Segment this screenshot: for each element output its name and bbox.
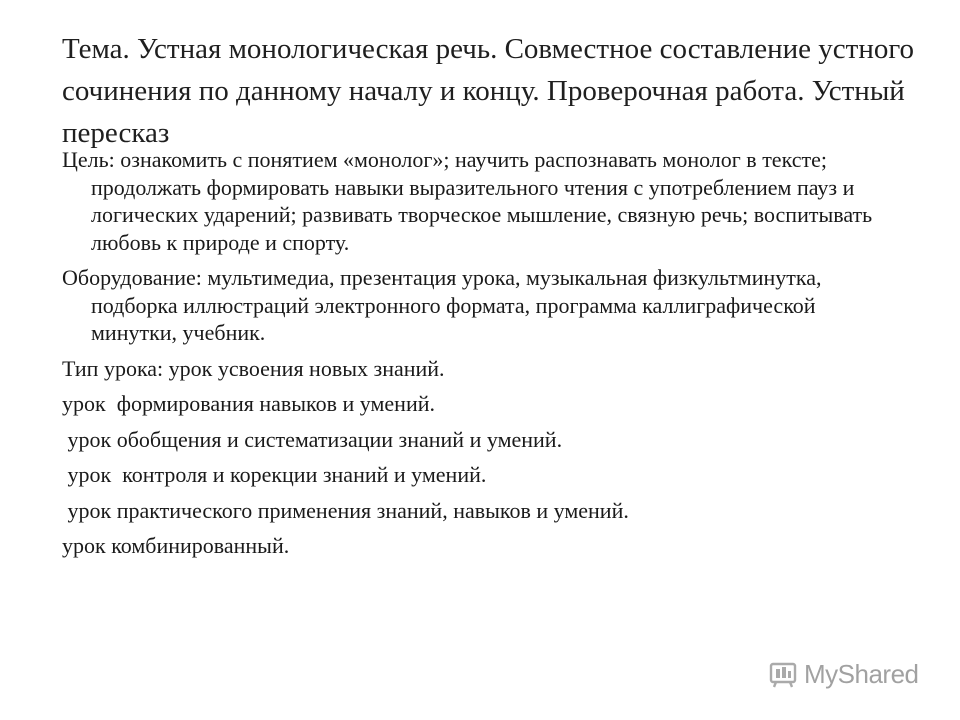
lesson-type-line: урок комбинированный.	[62, 533, 290, 558]
lesson-type-line: урок обобщения и систематизации знаний и умений.	[62, 426, 563, 452]
lesson-type-line: урок контроля и корекции знаний и умений.	[62, 462, 487, 487]
goal-paragraph: Цель: ознакомить с понятием «монолог»; научить распознавать монолог в тексте; продолжать формировать навыки выразительного чтения с употреблением пауз и логических ударений; развивать творческое мышление, связную речь; воспитывать любовь к природе и спорту.	[62, 147, 873, 255]
slide-content	[62, 146, 902, 568]
lesson-type-line: урок практического применения знаний, навыков и умений.	[62, 497, 629, 523]
equipment-paragraph: Оборудование: мультимедиа, презентация урока, музыкальная физкультминутка, подборка иллюстраций электронного формата, программа каллиграфической минутки, учебник.	[62, 265, 822, 345]
myshared-watermark	[768, 654, 919, 694]
slide-title: Тема. Устная монологическая речь. Совместное составление устного сочинения по данному началу и концу. Проверочная работа. Устный пересказ	[62, 33, 915, 149]
myshared-logo-icon	[768, 659, 798, 689]
lesson-type-line: урок формирования навыков и умений.	[62, 391, 435, 416]
lesson-type-line: Тип урока: урок усвоения новых знаний.	[62, 355, 445, 381]
myshared-logo-text: MyShared	[804, 658, 919, 689]
